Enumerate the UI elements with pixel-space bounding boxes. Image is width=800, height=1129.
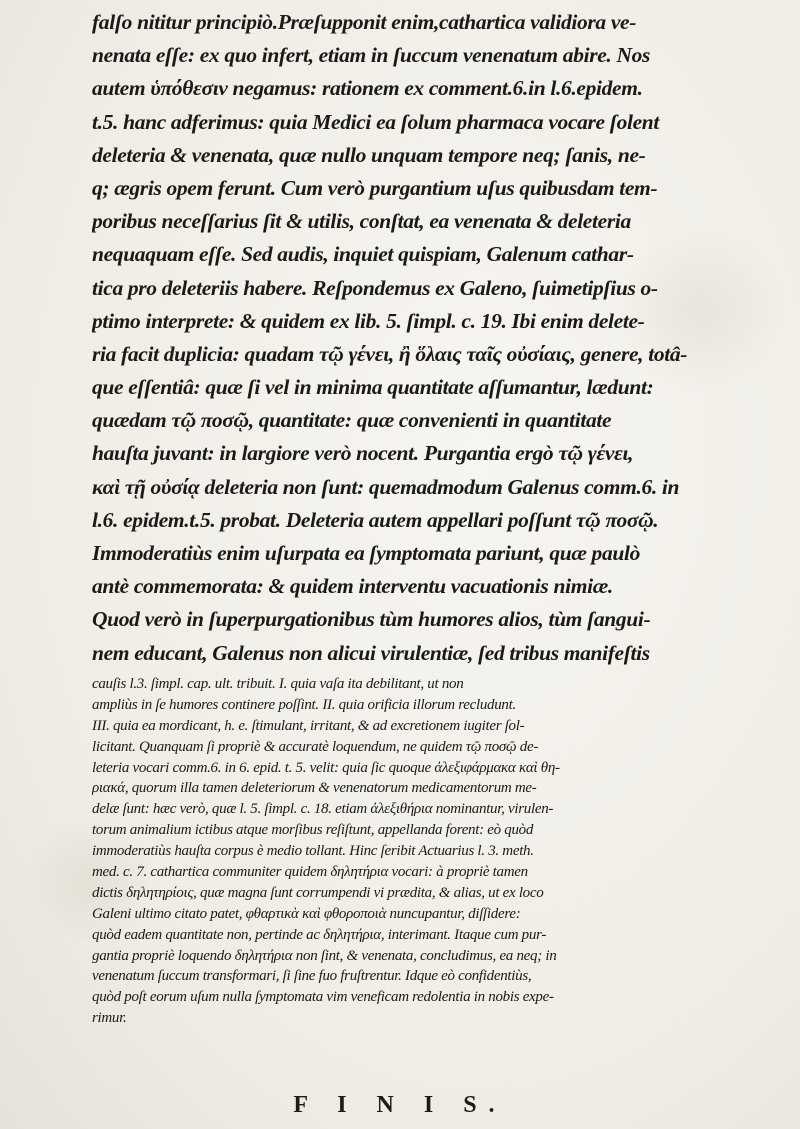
text-line: quædam τῷ ποσῷ, quantitate: quæ convenienti in quantitate (92, 408, 612, 433)
note-line: III. quia ea mordicant, h. e. ſtimulant, irritant, & ad excretionem iugiter ſol- (92, 717, 525, 734)
text-line: hauſta juvant: in largiore verò nocent. Purgantia ergò τῷ γένει, (92, 441, 634, 466)
note-line: licitant. Quanquam ſi propriè & accuratè loquendum, ne quidem τῷ ποσῷ de- (92, 738, 539, 755)
text-line: ria facit duplicia: quadam τῷ γένει, ἢ ὅλαις ταῖς οὐσίαις, genere, totâ- (92, 341, 688, 366)
text-line: tica pro deleteriis habere. Reſpondemus ex Galeno, ſuimetipſius o- (92, 275, 658, 300)
note-line: quòd eadem quantitate non, pertinde ac δηλητήρια, interimant. Itaque cum pur- (92, 926, 547, 943)
note-line: leteria vocari comm.6. in 6. epid. t. 5. velit: quia ſic quoque ἀλεξιφάρμακα καὶ θη- (92, 759, 560, 776)
note-line: ampliùs in ſe humores continere poſſint. II. quia orificia illorum recludunt. (92, 696, 516, 713)
text-line: nequaquam eſſe. Sed audis, inquiet quispiam, Galenum cathar- (92, 242, 634, 267)
text-line: l.6. epidem.t.5. probat. Deleteria autem appellari poſſunt τῷ ποσῷ. (92, 507, 659, 532)
main-text (92, 6, 782, 670)
note-line: ριακά, quorum illa tamen deleteriorum & venenatorum medicamentorum me- (92, 780, 537, 797)
text-line: nenata eſſe: ex quo infert, etiam in ſuccum venenatum abire. Nos (92, 43, 651, 68)
note-line: torum animalium ictibus atque morſibus reſiſtunt, appellanda forent: eò quòd (92, 822, 534, 839)
note-line: delæ ſunt: hæc verò, quæ l. 5. ſimpl. c. 18. etiam ἀλεξιθήρια nominantur, virulen- (92, 801, 554, 818)
text-line: Quod verò in ſuperpurgationibus tùm humores alios, tùm ſangui- (92, 607, 651, 632)
text-line: nem educant, Galenus non alicui virulentiæ, ſed tribus manifeſtis (92, 640, 650, 665)
note-line: med. c. 7. cathartica communiter quidem δηλητήρια vocari: à propriè tamen (92, 864, 528, 881)
text-line: q; ægris opem ferunt. Cum verò purgantium uſus quibusdam tem- (92, 175, 658, 200)
note-line: dictis δηλητηρίοις, quæ magna ſunt corrumpendi vi prædita, & alias, ut ex loco (92, 884, 544, 901)
text-line: falſo nititur principiò.Præſupponit enim,cathartica validiora ve- (92, 10, 637, 34)
note-line: quòd poſt eorum uſum nulla ſymptomata vim veneficam redolentia in nobis expe- (92, 989, 554, 1006)
text-line: ptimo interprete: & quidem ex lib. 5. ſimpl. c. 19. Ibi enim delete- (92, 308, 645, 333)
text-line: deleteria & venenata, quæ nullo unquam tempore neq; ſanis, ne- (92, 142, 646, 167)
text-line: poribus neceſſarius ſit & utilis, conſtat, ea venenata & deleteria (92, 209, 631, 234)
note-line: immoderatiùs hauſta corpus è medio tollant. Hinc ſeribit Actuarius l. 3. meth. (92, 843, 534, 860)
text-line: que eſſentiâ: quæ ſi vel in minima quantitate aſſumantur, lædunt: (92, 375, 654, 400)
note-line: Galeni ultimo citato patet, φθαρτικὰ καὶ φθοροποιὰ nuncupantur, diſſidere: (92, 905, 521, 922)
text-line: antè commemorata: & quidem interventu vacuationis nimiæ. (92, 574, 613, 599)
note-line: rimur. (92, 1010, 127, 1027)
text-line: t.5. hanc adferimus: quia Medici ea ſolum pharmaca vocare ſolent (92, 109, 660, 134)
note-line: cauſis l.3. ſimpl. cap. ult. tribuit. I. quia vaſa ita debilitant, ut non (92, 676, 464, 692)
text-line: autem ὑπόθεσιν negamus: rationem ex comment.6.in l.6.epidem. (92, 76, 643, 101)
note-line: gantia propriè loquendo δηλητήρια non ſint, & venenata, concludimus, ea neq; in (92, 947, 557, 964)
text-line: Immoderatiùs enim uſurpata ea ſymptomata pariunt, quæ paulò (92, 541, 640, 565)
annotation-text (92, 674, 782, 1029)
note-line: venenatum ſuccum transformari, ſi ſine fuo fruſtrentur. Idque eò confidentiùs, (92, 968, 532, 985)
text-line: καὶ τῇ οὐσίᾳ deleteria non ſunt: quemadmodum Galenus comm.6. in (92, 474, 680, 499)
finis-heading: F I N I S. (293, 1092, 507, 1118)
